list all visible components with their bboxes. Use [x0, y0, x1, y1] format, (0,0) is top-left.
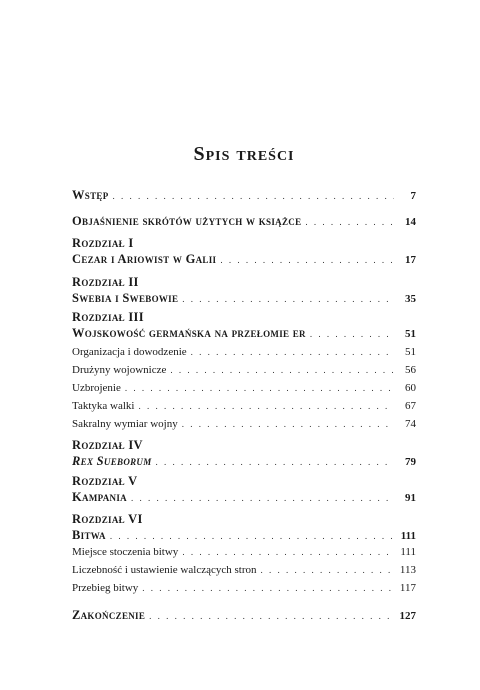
leader-dots: [149, 611, 394, 621]
toc-subentry[interactable]: [72, 418, 416, 430]
chapter-heading-2: Rozdział II: [72, 275, 139, 289]
toc-entry-ch4[interactable]: [72, 454, 416, 469]
page-title: Spis treści: [193, 143, 295, 165]
entry-label: Objaśnienie skrótów użytych w książce: [72, 214, 302, 228]
chapter-heading-5: Rozdział V: [72, 474, 138, 488]
entry-label: Bitwa: [72, 528, 106, 542]
page-number: 51: [405, 346, 416, 358]
leader-dots: [125, 383, 394, 393]
leader-dots: [305, 217, 394, 227]
entry-label: Cezar i Ariowist w Galii: [72, 252, 217, 266]
entry-label: Zakończenie: [72, 608, 146, 622]
page-number: 14: [405, 216, 416, 228]
chapter-heading-3: Rozdział III: [72, 310, 144, 324]
entry-label: Przebieg bitwy: [72, 582, 139, 594]
leader-dots: [156, 457, 394, 467]
leader-dots: [142, 583, 394, 593]
page-number: 79: [405, 456, 416, 468]
toc-entry-ch5[interactable]: [72, 490, 416, 505]
table-of-contents: [72, 0, 416, 690]
toc-entry-ch6[interactable]: [72, 528, 416, 543]
chapter-heading-6: Rozdział VI: [72, 512, 143, 526]
entry-label: Taktyka walki: [72, 400, 135, 412]
page-number: 91: [405, 492, 416, 504]
leader-dots: [110, 531, 394, 541]
leader-dots: [220, 255, 394, 265]
entry-label: Kampania: [72, 490, 127, 504]
entry-label: Rex Sueborum: [72, 454, 152, 468]
page-number: 113: [399, 564, 416, 576]
entry-label: Wstęp: [72, 188, 109, 202]
entry-label: Sakralny wymiar wojny: [72, 418, 178, 430]
toc-subentry[interactable]: [72, 582, 416, 594]
page-number: 35: [405, 293, 416, 305]
leader-dots: [182, 294, 394, 304]
leader-dots: [170, 365, 394, 375]
leader-dots: [131, 493, 394, 503]
toc-entry-zakonczenie[interactable]: [72, 608, 416, 623]
leader-dots: [138, 401, 394, 411]
leader-dots: [191, 347, 394, 357]
entry-label: Wojskowość germańska na przełomie er: [72, 326, 306, 340]
page-number: 117: [399, 582, 416, 594]
toc-subentry[interactable]: [72, 564, 416, 576]
page-number: 74: [405, 418, 416, 430]
toc-entry-skroty[interactable]: [72, 214, 416, 229]
toc-entry-ch3[interactable]: [72, 326, 416, 341]
toc-entry-ch1[interactable]: [72, 252, 416, 267]
page-number: 60: [405, 382, 416, 394]
entry-label: Organizacja i dowodzenie: [72, 346, 187, 358]
leader-dots: [113, 191, 394, 201]
toc-subentry[interactable]: [72, 400, 416, 412]
leader-dots: [310, 329, 394, 339]
chapter-heading-4: Rozdział IV: [72, 438, 143, 452]
chapter-heading-1: Rozdział I: [72, 236, 134, 250]
entry-label: Uzbrojenie: [72, 382, 121, 394]
leader-dots: [260, 565, 394, 575]
page-number: 56: [405, 364, 416, 376]
page-number: 67: [405, 400, 416, 412]
entry-label: Swebia i Swebowie: [72, 291, 179, 305]
page-number: 111: [400, 530, 416, 542]
entry-label: Miejsce stoczenia bitwy: [72, 546, 179, 558]
page-number: 17: [405, 254, 416, 266]
toc-subentry[interactable]: [72, 382, 416, 394]
toc-subentry[interactable]: [72, 364, 416, 376]
toc-subentry[interactable]: [72, 346, 416, 358]
leader-dots: [182, 547, 394, 557]
page-number: 7: [410, 190, 416, 202]
entry-label: Liczebność i ustawienie walczących stron: [72, 564, 257, 576]
page-number: 111: [400, 546, 416, 558]
toc-entry-ch2[interactable]: [72, 291, 416, 306]
entry-label: Drużyny wojownicze: [72, 364, 167, 376]
leader-dots: [182, 419, 394, 429]
toc-subentry[interactable]: [72, 546, 416, 558]
page-number: 127: [399, 610, 416, 622]
page-number: 51: [405, 328, 416, 340]
toc-entry-wstep[interactable]: [72, 188, 416, 203]
